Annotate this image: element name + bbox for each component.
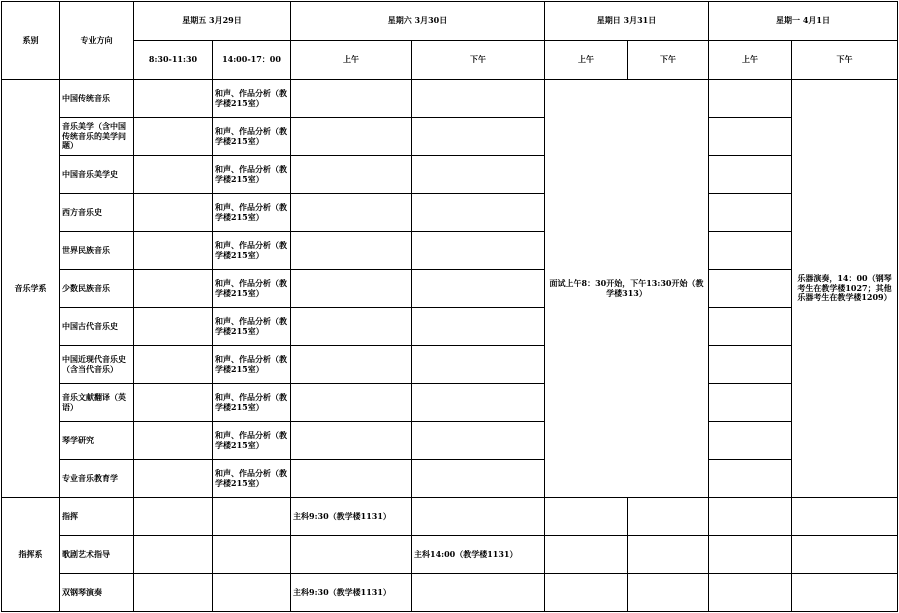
slot-header-sun-pm: 下午 (628, 41, 709, 80)
major-cell: 专业音乐教育学 (60, 460, 134, 498)
empty-cell (709, 422, 792, 460)
empty-cell (545, 536, 628, 574)
empty-cell (412, 194, 545, 232)
empty-cell (291, 422, 412, 460)
empty-cell (709, 80, 792, 118)
dept-header: 系别 (2, 2, 60, 80)
table-row (2, 270, 898, 308)
empty-cell (709, 460, 792, 498)
table-row (2, 232, 898, 270)
empty-cell (134, 156, 213, 194)
major-header: 专业方向 (60, 2, 134, 80)
slot-header-mon-am: 上午 (709, 41, 792, 80)
empty-cell (709, 232, 792, 270)
exam-cell: 和声、作品分析（教学楼215室） (213, 346, 291, 384)
empty-cell (709, 270, 792, 308)
empty-cell (412, 80, 545, 118)
empty-cell (628, 536, 709, 574)
empty-cell (412, 118, 545, 156)
interview-cell: 面试上午8：30开始，下午13:30开始（教学楼313） (545, 80, 709, 498)
empty-cell (134, 384, 213, 422)
empty-cell (709, 194, 792, 232)
empty-cell (134, 270, 213, 308)
day-header-mon: 星期一 4月1日 (709, 2, 898, 41)
table-row (2, 536, 898, 574)
table-row (2, 156, 898, 194)
exam-cell (412, 498, 545, 536)
empty-cell (412, 270, 545, 308)
major-cell: 西方音乐史 (60, 194, 134, 232)
empty-cell (291, 460, 412, 498)
empty-cell (213, 498, 291, 536)
day-header-fri: 星期五 3月29日 (134, 2, 291, 41)
table-row (2, 384, 898, 422)
empty-cell (709, 498, 792, 536)
exam-schedule-table (1, 1, 898, 612)
empty-cell (545, 574, 628, 612)
exam-cell: 和声、作品分析（教学楼215室） (213, 308, 291, 346)
empty-cell (134, 118, 213, 156)
slot-header-sat-am: 上午 (291, 41, 412, 80)
empty-cell (709, 536, 792, 574)
exam-cell: 主科14:00（教学楼1131） (412, 536, 545, 574)
empty-cell (709, 308, 792, 346)
day-header-sat: 星期六 3月30日 (291, 2, 545, 41)
empty-cell (291, 80, 412, 118)
empty-cell (134, 346, 213, 384)
empty-cell (709, 156, 792, 194)
dept-cell: 指挥系 (2, 498, 60, 612)
exam-cell (291, 536, 412, 574)
exam-cell: 和声、作品分析（教学楼215室） (213, 80, 291, 118)
exam-cell: 和声、作品分析（教学楼215室） (213, 384, 291, 422)
exam-cell: 和声、作品分析（教学楼215室） (213, 270, 291, 308)
dept-cell: 音乐学系 (2, 80, 60, 498)
exam-cell: 主科9:30（教学楼1131） (291, 498, 412, 536)
header-row-slots (2, 41, 898, 80)
slot-header-fri-am: 8:30-11:30 (134, 41, 213, 80)
empty-cell (134, 498, 213, 536)
table-row (2, 346, 898, 384)
slot-header-fri-pm: 14:00-17：00 (213, 41, 291, 80)
empty-cell (291, 384, 412, 422)
exam-cell (412, 574, 545, 612)
day-header-sun: 星期日 3月31日 (545, 2, 709, 41)
slot-header-sat-pm: 下午 (412, 41, 545, 80)
exam-cell: 和声、作品分析（教学楼215室） (213, 118, 291, 156)
empty-cell (709, 384, 792, 422)
empty-cell (412, 308, 545, 346)
empty-cell (134, 574, 213, 612)
table-row (2, 194, 898, 232)
empty-cell (134, 536, 213, 574)
empty-cell (412, 422, 545, 460)
empty-cell (412, 460, 545, 498)
major-cell: 双钢琴演奏 (60, 574, 134, 612)
exam-cell: 主科9:30（教学楼1131） (291, 574, 412, 612)
empty-cell (709, 574, 792, 612)
empty-cell (134, 422, 213, 460)
exam-cell: 和声、作品分析（教学楼215室） (213, 460, 291, 498)
empty-cell (291, 346, 412, 384)
table-row (2, 308, 898, 346)
header-row-days (2, 2, 898, 41)
major-cell: 世界民族音乐 (60, 232, 134, 270)
major-cell: 指挥 (60, 498, 134, 536)
empty-cell (545, 498, 628, 536)
table-row (2, 574, 898, 612)
empty-cell (412, 232, 545, 270)
empty-cell (291, 232, 412, 270)
slot-header-mon-pm: 下午 (792, 41, 898, 80)
empty-cell (134, 308, 213, 346)
table-row (2, 118, 898, 156)
empty-cell (213, 574, 291, 612)
empty-cell (213, 536, 291, 574)
major-cell: 琴学研究 (60, 422, 134, 460)
empty-cell (134, 80, 213, 118)
major-cell: 歌剧艺术指导 (60, 536, 134, 574)
major-cell: 中国音乐美学史 (60, 156, 134, 194)
major-cell: 中国传统音乐 (60, 80, 134, 118)
empty-cell (291, 156, 412, 194)
instrument-cell: 乐器演奏，14：00（钢琴考生在教学楼1027；其他乐器考生在教学楼1209） (792, 80, 898, 498)
empty-cell (792, 498, 898, 536)
empty-cell (709, 346, 792, 384)
empty-cell (291, 118, 412, 156)
exam-cell: 和声、作品分析（教学楼215室） (213, 422, 291, 460)
empty-cell (291, 270, 412, 308)
empty-cell (792, 574, 898, 612)
major-cell: 音乐美学（含中国传统音乐的美学问题） (60, 118, 134, 156)
table-row (2, 498, 898, 536)
empty-cell (709, 118, 792, 156)
empty-cell (134, 460, 213, 498)
exam-cell: 和声、作品分析（教学楼215室） (213, 156, 291, 194)
empty-cell (412, 156, 545, 194)
table-row (2, 460, 898, 498)
empty-cell (134, 232, 213, 270)
major-cell: 少数民族音乐 (60, 270, 134, 308)
empty-cell (134, 194, 213, 232)
major-cell: 音乐文献翻译（英语） (60, 384, 134, 422)
exam-cell: 和声、作品分析（教学楼215室） (213, 194, 291, 232)
table-row (2, 422, 898, 460)
major-cell: 中国古代音乐史 (60, 308, 134, 346)
empty-cell (628, 498, 709, 536)
table-row (2, 80, 898, 118)
slot-header-sun-am: 上午 (545, 41, 628, 80)
exam-cell: 和声、作品分析（教学楼215室） (213, 232, 291, 270)
empty-cell (412, 384, 545, 422)
empty-cell (291, 194, 412, 232)
empty-cell (792, 536, 898, 574)
empty-cell (412, 346, 545, 384)
empty-cell (291, 308, 412, 346)
empty-cell (628, 574, 709, 612)
major-cell: 中国近现代音乐史（含当代音乐） (60, 346, 134, 384)
